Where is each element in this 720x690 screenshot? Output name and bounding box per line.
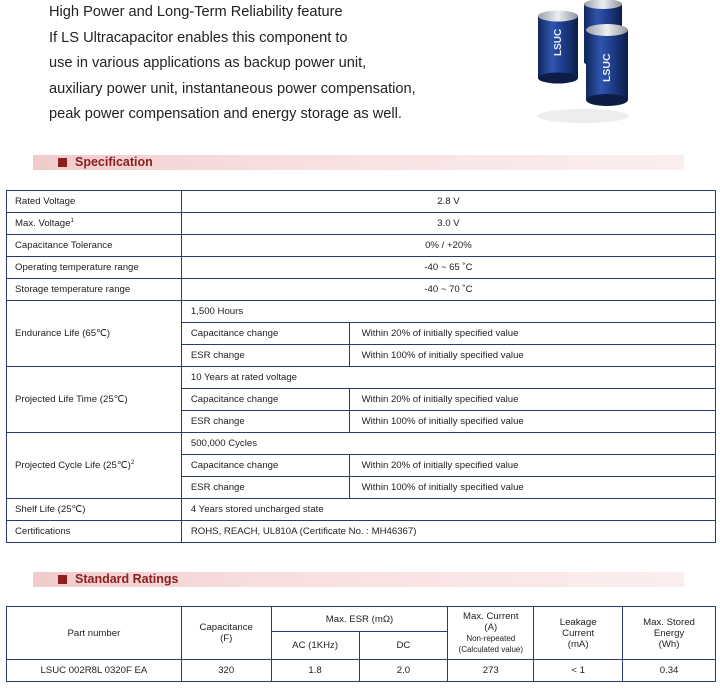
table-row (7, 191, 716, 213)
spec-sub-value: Within 100% of initially specified value (349, 345, 715, 367)
header-text: (A) (484, 622, 498, 633)
header-text: (F) (220, 633, 233, 644)
cell-max-current: 273 (448, 660, 534, 682)
section-header-standard-ratings (33, 572, 684, 587)
intro-line: High Power and Long-Term Reliability feature (49, 4, 343, 20)
spec-sub-label: ESR change (181, 345, 349, 367)
cell-capacitance: 320 (181, 660, 271, 682)
spec-label (7, 213, 182, 235)
intro-line: auxiliary power unit, instantaneous power compensation, (49, 80, 416, 97)
spec-label: Projected Life Time (25℃) (7, 367, 182, 433)
spec-sub-label: Capacitance change (181, 455, 349, 477)
cell-max-stored-energy: 0.34 (623, 660, 716, 682)
spec-value: 2.8 V (181, 191, 715, 213)
spec-condition: 10 Years at rated voltage (181, 367, 715, 389)
header-text: (mA) (567, 638, 589, 650)
table-row (7, 257, 716, 279)
table-row (7, 367, 716, 389)
spec-sub-value: Within 100% of initially specified value (349, 477, 715, 499)
header-max-current (448, 607, 534, 660)
cell-esr-ac: 1.8 (271, 660, 359, 682)
table-row (7, 660, 716, 682)
intro-text (49, 0, 469, 128)
table-row (7, 279, 716, 301)
section-title: Standard Ratings (75, 572, 179, 586)
table-row (7, 213, 716, 235)
bullet-square-icon (58, 575, 67, 584)
spec-value: ROHS, REACH, UL810A (Certificate No. : MH46367) (181, 521, 715, 543)
svg-text:LSUC: LSUC (601, 53, 613, 82)
spec-label-text: Projected Cycle Life (25℃) (15, 460, 131, 471)
section-header-specification (33, 155, 684, 170)
table-row (7, 521, 716, 543)
spec-label: Endurance Life (65℃) (7, 301, 182, 367)
spec-sub-label: ESR change (181, 411, 349, 433)
spec-value: 3.0 V (181, 213, 715, 235)
spec-label: Shelf Life (25℃) (7, 499, 182, 521)
capacitor-left (538, 11, 578, 84)
table-header-row (7, 607, 716, 632)
cell-leakage-current: < 1 (534, 660, 623, 682)
specification-table (6, 190, 716, 543)
intro-line: use in various applications as backup power unit, (49, 55, 367, 71)
header-text: Current (562, 627, 595, 639)
table-row (7, 433, 716, 455)
header-text: (Calculated value) (458, 645, 524, 654)
intro-line: If LS Ultracapacitor enables this component to (49, 29, 348, 46)
spec-label: Capacitance Tolerance (7, 235, 182, 257)
header-esr-dc: DC (359, 632, 448, 660)
header-capacitance (181, 607, 271, 660)
footnote-marker: 1 (70, 218, 74, 224)
spec-condition: 500,000 Cycles (181, 433, 715, 455)
header-text: Max. Stored (643, 616, 695, 628)
spec-value: 0% / +20% (181, 235, 715, 257)
spec-label-text: Max. Voltage (15, 218, 71, 229)
header-text: Non-repeated (466, 634, 516, 643)
cell-part-number: LSUC 002R8L 0320F EA (7, 660, 182, 682)
svg-text:LSUC: LSUC (553, 28, 564, 56)
header-text: Capacitance (199, 622, 253, 633)
spec-condition: 1,500 Hours (181, 301, 715, 323)
spec-sub-value: Within 100% of initially specified value (349, 411, 715, 433)
standard-ratings-table (6, 606, 716, 682)
header-leakage-current (534, 607, 623, 660)
spec-sub-label: Capacitance change (181, 323, 349, 345)
spec-value: 4 Years stored uncharged state (181, 499, 715, 521)
spec-sub-value: Within 20% of initially specified value (349, 455, 715, 477)
header-text: (Wh) (658, 638, 680, 650)
spec-label: Storage temperature range (7, 279, 182, 301)
header-max-esr: Max. ESR (mΩ) (271, 607, 448, 632)
table-row (7, 235, 716, 257)
section-title: Specification (75, 155, 153, 169)
table-row (7, 499, 716, 521)
bullet-square-icon (58, 158, 67, 167)
header-text: Max. Current (463, 611, 519, 622)
spec-value: -40 ~ 70 ˚C (181, 279, 715, 301)
spec-sub-label: ESR change (181, 477, 349, 499)
header-max-stored-energy (623, 607, 716, 660)
spec-label (7, 433, 182, 499)
spec-sub-value: Within 20% of initially specified value (349, 389, 715, 411)
spec-label: Certifications (7, 521, 182, 543)
spec-label: Operating temperature range (7, 257, 182, 279)
ultracapacitor-product-image (528, 0, 630, 135)
header-text: Energy (653, 627, 685, 639)
header-part-number: Part number (7, 607, 182, 660)
footnote-marker: 2 (130, 460, 135, 466)
intro-line: peak power compensation and energy storage as well. (49, 106, 402, 122)
capacitor-front-right (586, 24, 628, 106)
spec-sub-value: Within 20% of initially specified value (349, 323, 715, 345)
cell-esr-dc: 2.0 (359, 660, 448, 682)
spec-value: -40 ~ 65 ˚C (181, 257, 715, 279)
header-text: Leakage (559, 616, 597, 628)
spec-sub-label: Capacitance change (181, 389, 349, 411)
header-esr-ac: AC (1KHz) (271, 632, 359, 660)
table-row (7, 301, 716, 323)
spec-label: Rated Voltage (7, 191, 182, 213)
